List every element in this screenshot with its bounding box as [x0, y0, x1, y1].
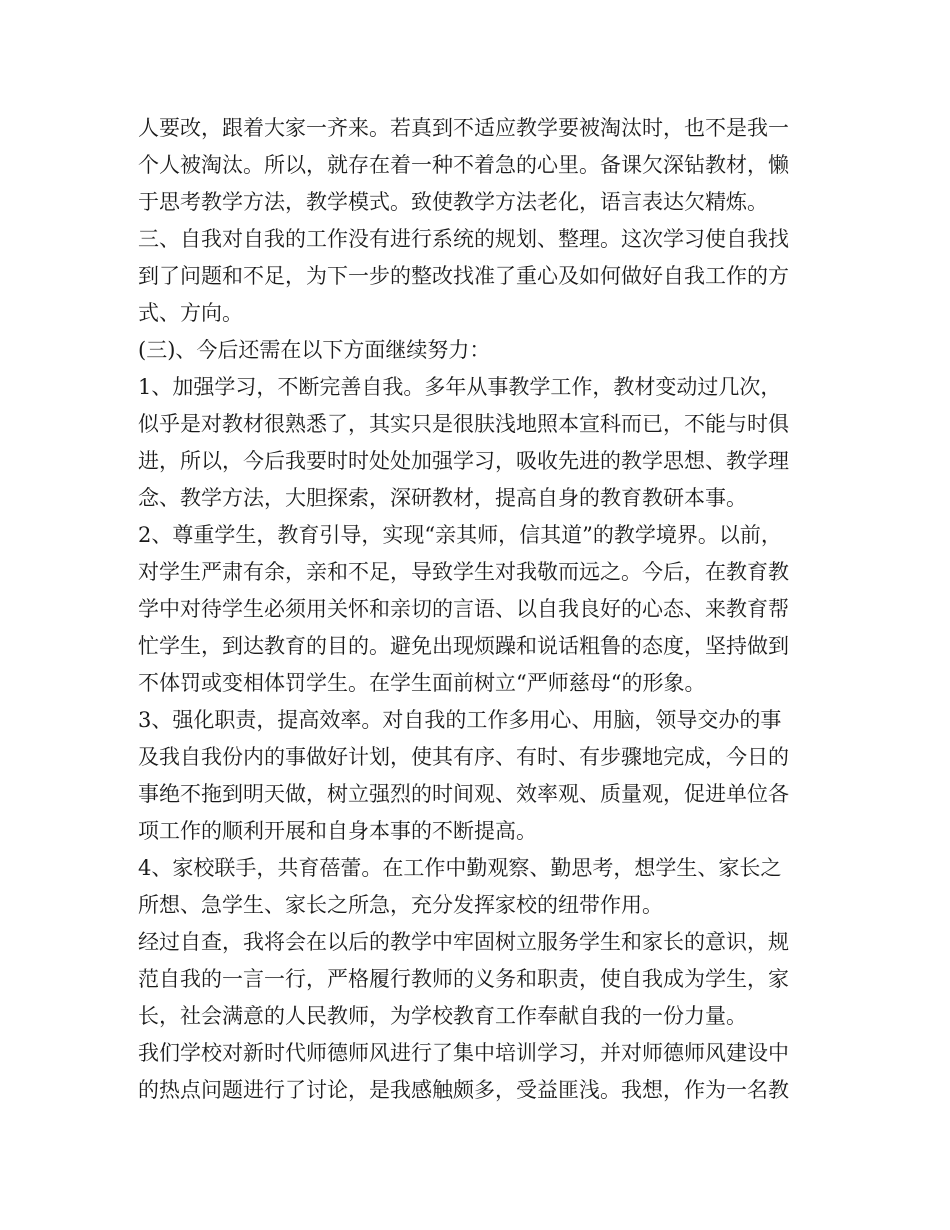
text-line: 人要改，跟着大家一齐来。若真到不适应教学要被淘汰时，也不是我一: [138, 116, 789, 140]
text-line: 及我自我份内的事做好计划，使其有序、有时、有步骤地完成，今日的: [138, 745, 789, 769]
text-line: 范自我的一言一行，严格履行教师的义务和职责，使自我成为学生，家: [138, 967, 789, 991]
text-line: 进，所以，今后我要时时处处加强学习，吸收先进的教学思想、教学理: [138, 449, 789, 473]
document-body: [138, 110, 818, 1109]
text-line: 到了问题和不足，为下一步的整改找准了重心及如何做好自我工作的方: [138, 264, 789, 288]
text-line: 3、强化职责，提高效率。对自我的工作多用心、用脑，领导交办的事: [138, 708, 782, 732]
text-line: 1、加强学习，不断完善自我。多年从事教学工作，教材变动过几次，: [138, 375, 782, 399]
text-line: 式、方向。: [138, 301, 243, 325]
text-line: 对学生严肃有余，亲和不足，导致学生对我敬而远之。今后，在教育教: [138, 560, 789, 584]
text-line: 我们学校对新时代师德师风进行了集中培训学习，并对师德师风建设中: [138, 1041, 789, 1065]
text-line: 于思考教学方法，教学模式。致使教学方法老化，语言表达欠精炼。: [138, 190, 768, 214]
text-line: 不体罚或变相体罚学生。在学生面前树立“严师慈母“的形象。: [138, 671, 706, 695]
text-line: 所想、急学生、家长之所急，充分发挥家校的纽带作用。: [138, 893, 663, 917]
text-line: 三、自我对自我的工作没有进行系统的规划、整理。这次学习使自我找: [138, 227, 789, 251]
text-line: 事绝不拖到明天做，树立强烈的时间观、效率观、质量观，促进单位各: [138, 782, 789, 806]
text-line: 学中对待学生必须用关怀和亲切的言语、以自我良好的心态、来教育帮: [138, 597, 789, 621]
text-line: 似乎是对教材很熟悉了，其实只是很肤浅地照本宣科而已，不能与时俱: [138, 412, 789, 436]
text-line: 长，社会满意的人民教师，为学校教育工作奉献自我的一份力量。: [138, 1004, 747, 1028]
text-line: 2、尊重学生，教育引导，实现“亲其师，信其道”的教学境界。以前，: [138, 523, 782, 547]
text-line: 经过自查，我将会在以后的教学中牢固树立服务学生和家长的意识，规: [138, 930, 789, 954]
text-line: 忙学生，到达教育的目的。避免出现烦躁和说话粗鲁的态度，坚持做到: [138, 634, 789, 658]
text-line: 个人被淘汰。所以，就存在着一种不着急的心里。备课欠深钻教材，懒: [138, 153, 789, 177]
text-line: 念、教学方法，大胆探索，深研教材，提高自身的教育教研本事。: [138, 486, 747, 510]
text-line: 的热点问题进行了讨论，是我感触颇多，受益匪浅。我想，作为一名教: [138, 1078, 789, 1102]
text-line: (三)、今后还需在以下方面继续努力：: [138, 338, 491, 362]
text-line: 4、家校联手，共育蓓蕾。在工作中勤观察、勤思考，想学生、家长之: [138, 856, 782, 880]
text-line: 项工作的顺利开展和自身本事的不断提高。: [138, 819, 537, 843]
